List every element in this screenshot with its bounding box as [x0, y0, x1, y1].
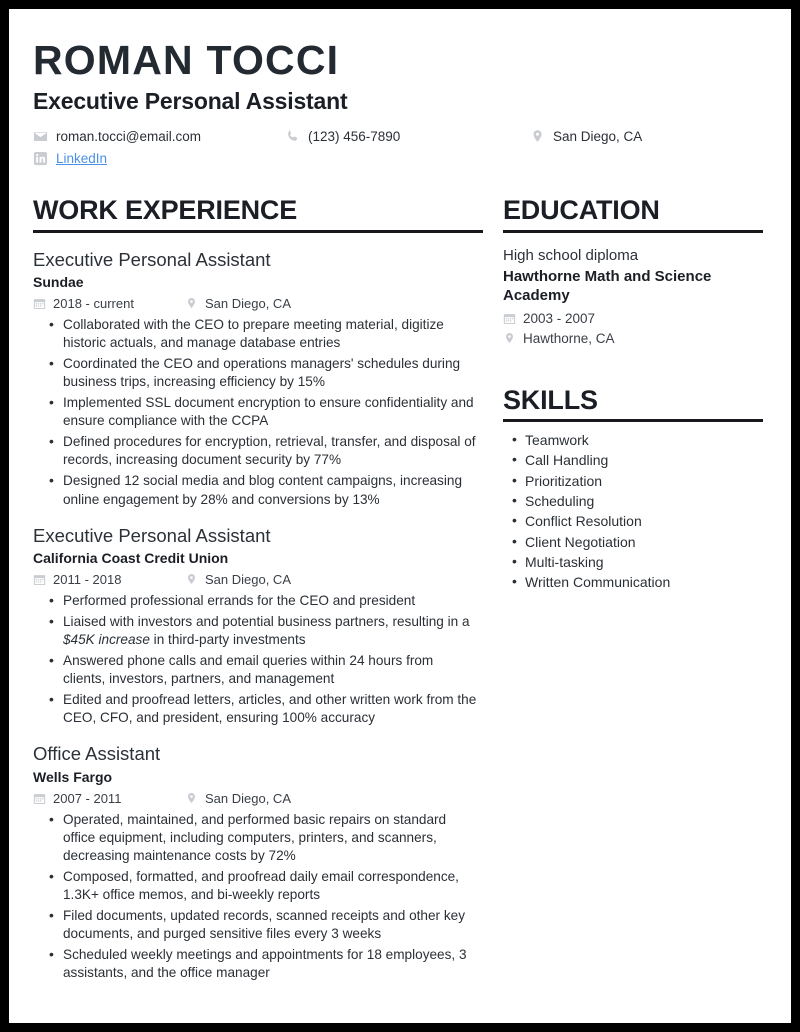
job-location — [185, 572, 291, 587]
job-entry — [33, 525, 477, 728]
work-experience-heading: WORK EXPERIENCE — [33, 195, 298, 226]
job-title: Executive Personal Assistant — [33, 524, 271, 546]
job-dates-text: 2018 - current — [53, 295, 134, 311]
job-bullet: • Collaborated with the CEO to prepare meeting material, digitize historic actuals, and manage database entries — [63, 316, 477, 352]
education-dates — [503, 311, 769, 326]
skill-item: • Scheduling — [525, 491, 769, 511]
contact-phone-text: (123) 456-7890 — [308, 129, 401, 145]
contact-phone[interactable] — [285, 129, 530, 144]
education-section — [503, 196, 769, 345]
envelope-icon — [33, 129, 48, 144]
calendar-icon — [503, 312, 516, 325]
job-bullets — [33, 316, 477, 509]
job-bullet: • Liaised with investors and potential business partners, resulting in a $45K increase in third-party investments — [63, 613, 477, 649]
job-location-text: San Diego, CA — [205, 295, 291, 311]
skill-item: • Conflict Resolution — [525, 511, 769, 531]
job-location-text: San Diego, CA — [205, 571, 291, 587]
job-bullet: • Coordinated the CEO and operations managers' schedules during business trips, increasing efficiency by 15% — [63, 355, 477, 391]
skills-list — [503, 430, 769, 592]
education-dates-text: 2003 - 2007 — [523, 310, 596, 326]
job-dates-text: 2007 - 2011 — [53, 790, 122, 806]
job-bullet: • Implemented SSL document encryption to ensure confidentiality and ensure compliance with the CCPA — [63, 394, 477, 430]
job-bullet: • Scheduled weekly meetings and appointments for 18 employees, 3 assistants, and the office manager — [63, 946, 477, 982]
education-entry — [503, 247, 769, 346]
job-bullet: • Defined procedures for encryption, retrieval, transfer, and disposal of records, increasing document security by 77% — [63, 433, 477, 469]
job-company: California Coast Credit Union — [33, 549, 229, 566]
job-dates — [33, 572, 185, 587]
job-entry — [33, 249, 477, 509]
education-heading: EDUCATION — [503, 195, 660, 226]
job-entry — [33, 743, 477, 982]
job-dates — [33, 296, 185, 311]
education-location — [503, 331, 769, 346]
job-meta — [33, 791, 477, 806]
location-pin-icon — [185, 792, 198, 805]
calendar-icon — [33, 297, 46, 310]
skills-rule — [503, 419, 763, 422]
job-meta — [33, 572, 477, 587]
job-location-text: San Diego, CA — [205, 790, 291, 806]
skill-item: • Prioritization — [525, 471, 769, 491]
skills-section — [503, 386, 769, 593]
resume-header — [33, 39, 769, 166]
job-company: Sundae — [33, 273, 84, 290]
job-dates — [33, 791, 185, 806]
job-bullets — [33, 592, 477, 728]
contact-email-text: roman.tocci@email.com — [56, 129, 201, 145]
skill-item: • Teamwork — [525, 430, 769, 450]
job-bullet: • Answered phone calls and email queries within 24 hours from clients, investors, partners, and management — [63, 652, 477, 688]
job-bullet: • Filed documents, updated records, scanned receipts and other key documents, and purged sensitive files every 3 weeks — [63, 907, 477, 943]
job-title: Executive Personal Assistant — [33, 248, 271, 270]
job-bullet: • Composed, formatted, and proofread daily email correspondence, 1.3K+ office memos, and bi-weekly reports — [63, 868, 477, 904]
job-location — [185, 296, 291, 311]
skill-item: • Client Negotiation — [525, 532, 769, 552]
job-location — [185, 791, 291, 806]
skill-item: • Call Handling — [525, 450, 769, 470]
job-meta — [33, 296, 477, 311]
job-bullet: • Edited and proofread letters, articles, and other written work from the CEO, CFO, and president, ensuring 100% accuracy — [63, 691, 477, 727]
work-experience-rule — [33, 230, 483, 233]
right-column — [493, 196, 769, 985]
skill-item: • Written Communication — [525, 572, 769, 592]
job-bullets — [33, 811, 477, 983]
job-bullet: • Performed professional errands for the CEO and president — [63, 592, 477, 610]
candidate-name: ROMAN TOCCI — [33, 37, 340, 83]
job-dates-text: 2011 - 2018 — [53, 571, 122, 587]
calendar-icon — [33, 573, 46, 586]
location-pin-icon — [185, 573, 198, 586]
education-school: Hawthorne Math and Science Academy — [503, 268, 712, 305]
location-pin-icon — [530, 129, 545, 144]
resume-page — [9, 9, 791, 1023]
job-title: Office Assistant — [33, 743, 161, 765]
education-rule — [503, 230, 763, 233]
phone-icon — [285, 129, 300, 144]
contact-row-primary — [33, 129, 769, 144]
calendar-icon — [33, 792, 46, 805]
contact-email[interactable] — [33, 129, 285, 144]
education-degree: High school diploma — [503, 246, 639, 264]
contact-linkedin[interactable] — [33, 151, 107, 166]
work-experience-section — [33, 196, 477, 982]
job-bullet: • Designed 12 social media and blog content campaigns, increasing online engagement by 28% and conversions by 13% — [63, 472, 477, 508]
job-company: Wells Fargo — [33, 768, 113, 785]
candidate-headline: Executive Personal Assistant — [33, 88, 348, 115]
linkedin-link[interactable]: LinkedIn — [56, 151, 108, 167]
linkedin-icon — [33, 151, 48, 166]
left-column — [33, 196, 493, 985]
contact-location — [530, 129, 642, 144]
education-location-text: Hawthorne, CA — [523, 330, 615, 346]
skill-item: • Multi-tasking — [525, 552, 769, 572]
resume-body — [33, 196, 769, 985]
location-pin-icon — [185, 297, 198, 310]
location-pin-icon — [503, 332, 516, 345]
job-bullet: • Operated, maintained, and performed basic repairs on standard office equipment, including computers, printers, and scanners, decreasing maintenance costs by 72% — [63, 811, 477, 865]
contact-row-secondary — [33, 151, 769, 166]
contact-location-text: San Diego, CA — [553, 129, 643, 145]
skills-heading: SKILLS — [503, 384, 598, 415]
